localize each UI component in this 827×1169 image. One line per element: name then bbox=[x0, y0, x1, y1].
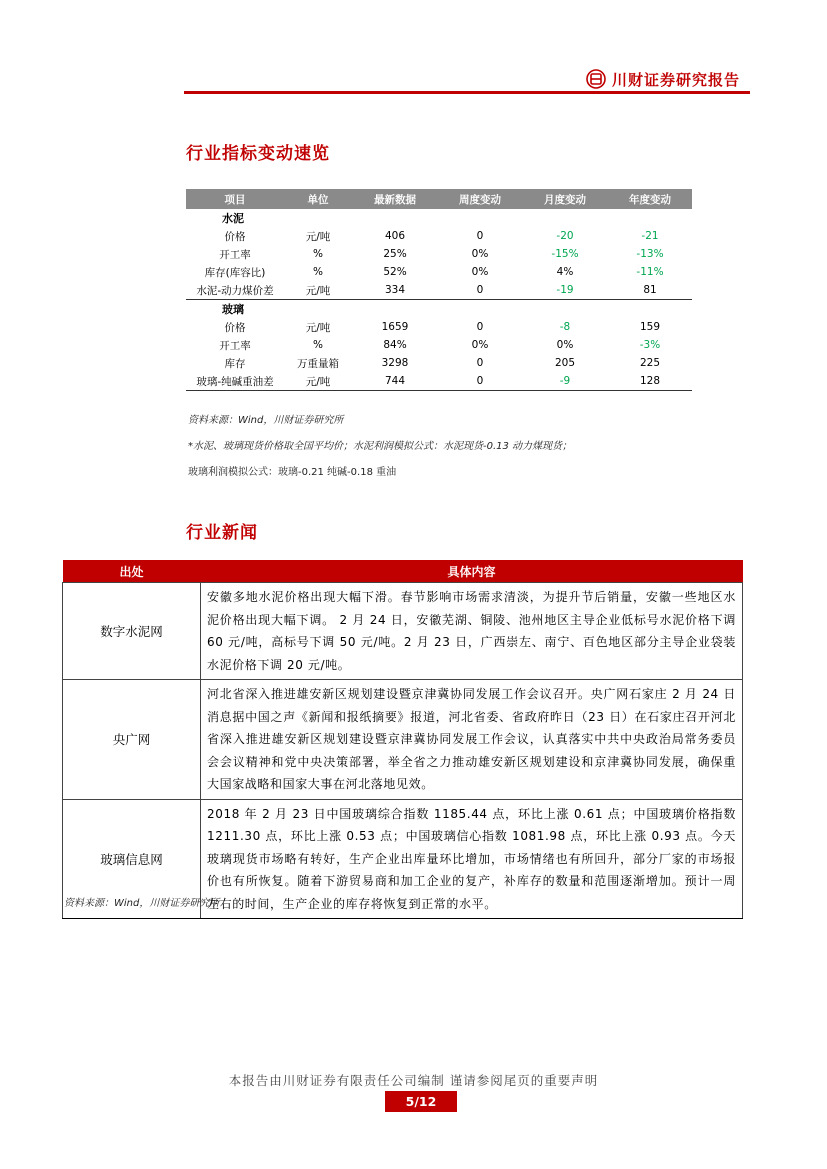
cell-month: 0% bbox=[556, 339, 574, 351]
indicator-header-row bbox=[186, 189, 692, 209]
cell-latest: 52% bbox=[383, 266, 407, 278]
cell-week: 0 bbox=[476, 321, 484, 333]
cell-latest: 84% bbox=[383, 339, 407, 351]
news-content: 安徽多地水泥价格出现大幅下滑。春节影响市场需求清淡，为提升节后销量，安徽一些地区水泥价格出现大幅下调。 2 月 24 日，安徽芜湖、铜陵、池州地区主导企业低标号水泥价格下调 60 元/吨，高标号下调 50 元/吨。2 月 23 日，广西崇左、南宁、百色地区部分主导企业袋装水泥价格下调 20 元/吨。 bbox=[201, 583, 743, 680]
cell-month: -20 bbox=[556, 230, 574, 242]
cell-year: 225 bbox=[639, 357, 661, 369]
cell-week: 0 bbox=[476, 230, 484, 242]
news-title: 行业新闻 bbox=[186, 523, 258, 543]
cell-week: 0% bbox=[471, 339, 489, 351]
news-source-note: 资料来源：Wind，川财证券研究所 bbox=[64, 898, 220, 909]
cell-week: 0 bbox=[476, 357, 484, 369]
cell-week: 0 bbox=[438, 372, 522, 391]
group-name: 水泥 bbox=[222, 212, 244, 225]
table-row bbox=[186, 227, 692, 245]
cell-year: 81 bbox=[643, 284, 657, 296]
table-row bbox=[63, 680, 743, 800]
cell-month: 4% bbox=[556, 266, 574, 278]
cell-unit: 元/吨 bbox=[284, 372, 352, 391]
indicators-title: 行业指标变动速览 bbox=[186, 144, 330, 164]
col-week: 周度变动 bbox=[438, 189, 522, 209]
col-item: 项目 bbox=[186, 189, 284, 209]
cell-latest: 744 bbox=[352, 372, 438, 391]
cell-year: -3% bbox=[639, 339, 661, 351]
cell-week: 0 bbox=[476, 284, 484, 296]
cell-year: 128 bbox=[608, 372, 692, 391]
brand-header bbox=[586, 66, 746, 92]
cell-item: 价格 bbox=[224, 230, 246, 243]
cell-month: -9 bbox=[522, 372, 608, 391]
col-latest: 最新数据 bbox=[352, 189, 438, 209]
news-content: 2018 年 2 月 23 日中国玻璃综合指数 1185.44 点，环比上涨 0.61 点；中国玻璃价格指数 1211.30 点，环比上涨 0.53 点；中国玻璃信心指数 1081.98 点，环比上涨 0.93 点。今天玻璃现货市场略有转好，生产企业出库量环比增加，市场情绪也有所回升，部分厂家的市场报价也有所恢复。随着下游贸易商和加工企业的复产，补库存的数量和范围逐渐增加。预计一周左右的时间，生产企业的库存将恢复到正常的水平。 bbox=[201, 799, 743, 919]
table-row bbox=[186, 372, 692, 391]
table-row bbox=[186, 245, 692, 263]
cell-year: -13% bbox=[636, 248, 664, 260]
indicator-source: 资料来源：Wind，川财证券研究所 bbox=[188, 415, 344, 426]
cell-latest: 1659 bbox=[381, 321, 409, 333]
cell-year: 159 bbox=[639, 321, 661, 333]
group-row bbox=[186, 300, 692, 319]
cell-unit: 元/吨 bbox=[305, 321, 331, 334]
table-row bbox=[186, 263, 692, 281]
news-source: 玻璃信息网 bbox=[63, 799, 201, 919]
col-month: 月度变动 bbox=[522, 189, 608, 209]
cell-latest: 3298 bbox=[381, 357, 409, 369]
col-source: 出处 bbox=[63, 560, 201, 583]
chuancai-logo-icon bbox=[586, 69, 606, 89]
cell-latest: 25% bbox=[383, 248, 407, 260]
col-unit: 单位 bbox=[284, 189, 352, 209]
cell-year: -21 bbox=[641, 230, 659, 242]
table-row bbox=[63, 583, 743, 680]
cell-unit: 元/吨 bbox=[305, 284, 331, 297]
col-content: 具体内容 bbox=[201, 560, 743, 583]
cell-unit: % bbox=[313, 248, 323, 260]
cell-month: -15% bbox=[551, 248, 579, 260]
cell-latest: 334 bbox=[384, 284, 406, 296]
indicator-note-2: 玻璃利润模拟公式：玻璃-0.21 纯碱-0.18 重油 bbox=[188, 467, 397, 478]
cell-item: 开工率 bbox=[219, 339, 251, 352]
cell-week: 0% bbox=[471, 266, 489, 278]
cell-item: 水泥-动力煤价差 bbox=[196, 284, 274, 297]
footer-disclaimer: 本报告由川财证券有限责任公司编制 谨请参阅尾页的重要声明 bbox=[228, 1073, 599, 1088]
cell-item: 玻璃-纯碱重油差 bbox=[186, 372, 284, 391]
cell-unit: % bbox=[313, 339, 323, 351]
page-number: 5/12 bbox=[385, 1091, 457, 1112]
table-row bbox=[186, 318, 692, 336]
cell-month: 205 bbox=[554, 357, 576, 369]
header-rule bbox=[184, 91, 750, 94]
cell-month: -19 bbox=[556, 284, 574, 296]
table-row bbox=[186, 336, 692, 354]
cell-year: -11% bbox=[636, 266, 664, 278]
cell-item: 价格 bbox=[224, 321, 246, 334]
cell-week: 0% bbox=[471, 248, 489, 260]
news-table bbox=[62, 560, 743, 919]
cell-latest: 406 bbox=[384, 230, 406, 242]
cell-unit: 元/吨 bbox=[305, 230, 331, 243]
news-content: 河北省深入推进雄安新区规划建设暨京津冀协同发展工作会议召开。央广网石家庄 2 月 24 日消息据中国之声《新闻和报纸摘要》报道，河北省委、省政府昨日（23 日）在石家庄召开河北省深入推进雄安新区规划建设暨京津冀协同发展工作会议，认真落实中共中央政治局常务委员会会议精神和党中央决策部署，举全省之力推动雄安新区规划建设和京津冀协同发展，确保重大国家战略和国家大事在河北落地见效。 bbox=[201, 680, 743, 800]
table-row bbox=[186, 281, 692, 300]
table-row bbox=[186, 354, 692, 372]
news-source: 数字水泥网 bbox=[63, 583, 201, 680]
col-year: 年度变动 bbox=[608, 189, 692, 209]
group-row bbox=[186, 209, 692, 227]
cell-month: -8 bbox=[559, 321, 571, 333]
indicator-note-1: *水泥、玻璃现货价格取全国平均价；水泥利润模拟公式：水泥现货-0.13 动力煤现货； bbox=[188, 441, 573, 452]
cell-item: 库存 bbox=[224, 357, 246, 370]
brand-name: 川财证券研究报告 bbox=[612, 70, 741, 89]
news-header-row bbox=[63, 560, 743, 583]
cell-unit: % bbox=[313, 266, 323, 278]
cell-unit: 万重量箱 bbox=[297, 357, 339, 370]
group-name: 玻璃 bbox=[186, 300, 692, 319]
indicator-table bbox=[186, 189, 692, 391]
cell-item: 开工率 bbox=[219, 248, 251, 261]
cell-item: 库存(库容比) bbox=[204, 266, 266, 279]
news-source: 央广网 bbox=[63, 680, 201, 800]
